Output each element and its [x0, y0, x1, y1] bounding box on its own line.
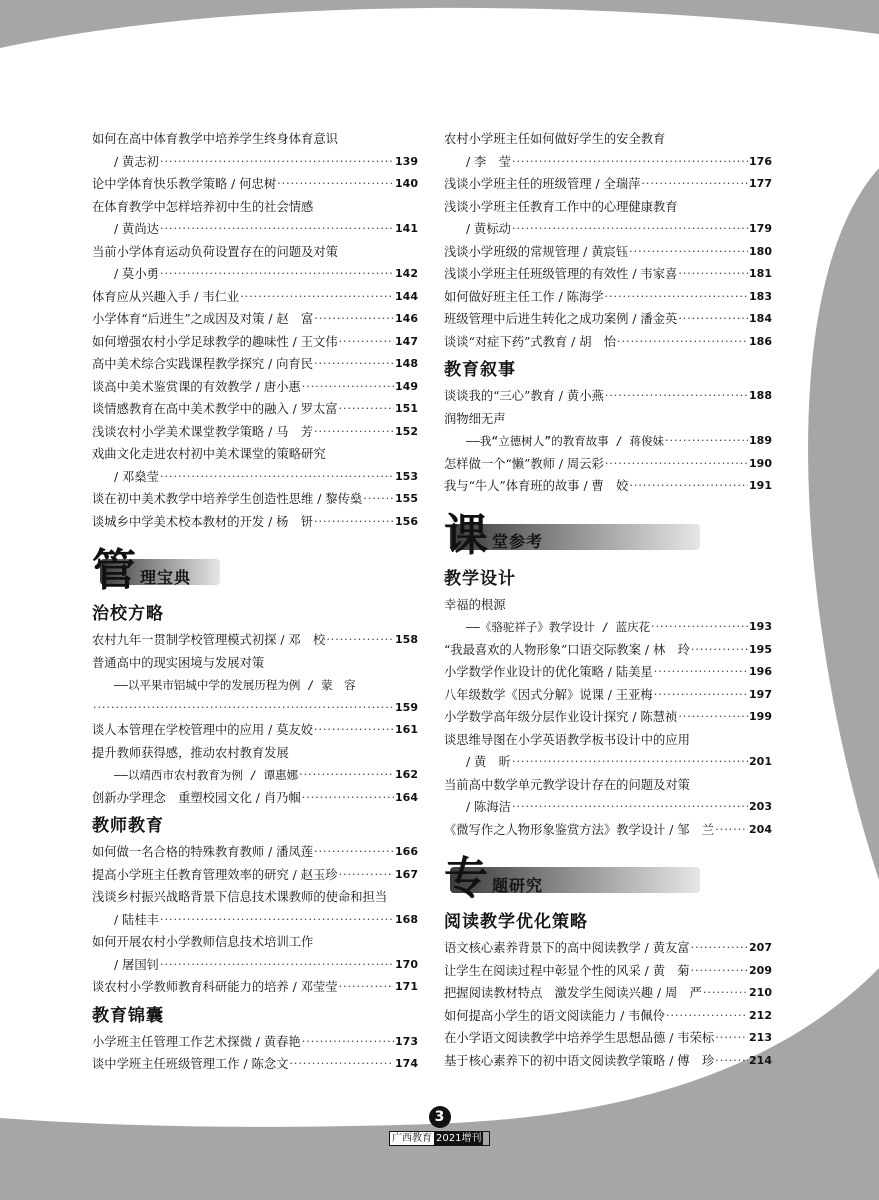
entry-title: 如何做一名合格的特殊教育教师 / 潘凤莲 [92, 845, 314, 859]
toc-entry [444, 385, 772, 408]
category-heading: 治校方略 [92, 604, 164, 624]
category-heading: 教师教育 [92, 816, 164, 836]
dot-leader [605, 286, 749, 309]
entry-title: / 黄尚达 [114, 222, 159, 236]
right-top-entries [444, 128, 772, 353]
toc-entry [444, 241, 772, 264]
entry-title: 农村九年一贯制学校管理模式初探 / 邓 校 [92, 633, 326, 647]
entry-title: 谈谈我的“三心”教育 / 黄小燕 [444, 389, 604, 403]
toc-entry [92, 1053, 418, 1076]
entry-page: 203 [749, 800, 772, 813]
toc-entry [92, 196, 418, 219]
entry-page: 179 [749, 222, 772, 235]
toc-entry [92, 398, 418, 421]
entry-title: 体育应从兴趣入手 / 韦仁业 [92, 289, 240, 304]
dot-leader [605, 453, 748, 476]
dot-leader [629, 475, 748, 498]
entry-page: 159 [395, 700, 418, 714]
entry-page: 153 [395, 469, 418, 483]
dot-leader [665, 430, 748, 453]
dot-leader [314, 353, 394, 376]
dot-leader [160, 151, 394, 174]
entry-title: 如何在高中体育教学中培养学生终身体育意识 [92, 132, 338, 146]
toc-entry [92, 864, 418, 887]
dot-leader [654, 684, 748, 707]
toc-entry [444, 331, 772, 354]
toc-entry [444, 430, 772, 453]
entry-title: 谈人本管理在学校管理中的应用 / 莫友姣 [92, 723, 314, 737]
entry-title: 如何开展农村小学教师信息技术培训工作 [92, 935, 314, 949]
toc-entry [92, 742, 418, 765]
entry-title: / 黄标动 [466, 222, 511, 236]
entry-title: 在体育教学中怎样培养初中生的社会情感 [92, 199, 314, 214]
dot-leader [314, 841, 394, 864]
entry-page: 162 [395, 768, 418, 781]
entry-title: 农村小学班主任如何做好学生的安全教育 [444, 132, 666, 146]
entry-page: 158 [395, 633, 418, 646]
toc-entry [444, 796, 772, 819]
toc-entry [444, 173, 772, 196]
section-header-classroom [444, 510, 772, 562]
entry-title: 把握阅读教材特点 激发学生阅读兴趣 / 周 严 [444, 986, 702, 1000]
entry-page: 171 [395, 980, 418, 993]
toc-entry [92, 488, 418, 511]
dot-leader [629, 241, 748, 264]
entry-title: / 莫小勇 [114, 267, 159, 281]
toc-entry [444, 263, 772, 286]
entry-page: 209 [749, 963, 772, 977]
entry-page: 196 [749, 665, 772, 678]
entry-title: 谈城乡中学美术校本教材的开发 / 杨 钘 [92, 514, 314, 529]
entry-title: / 邓燊莹 [114, 469, 159, 484]
toc-entry [92, 218, 418, 241]
entry-title: 润物细无声 [444, 411, 506, 426]
entry-page: 144 [395, 289, 418, 303]
entry-title: 如何增强农村小学足球教学的趣味性 / 王文伟 [92, 334, 338, 349]
toc-entry [92, 886, 418, 909]
toc-entry [444, 1005, 772, 1028]
entry-title: 谈高中美术鉴赏课的有效教学 / 唐小惠 [92, 379, 301, 394]
entry-page: 146 [395, 312, 418, 325]
category-heading: 教学设计 [444, 568, 516, 589]
section-title: 堂参考 [492, 532, 544, 551]
entry-title: ——以靖西市农村教育为例 / 谭惠娜 [114, 768, 299, 782]
entry-title: 提升教师获得感，推动农村教育发展 [92, 745, 289, 760]
entry-title: 戏曲文化走进农村初中美术课堂的策略研究 [92, 447, 326, 461]
entry-title: 谈在初中美术教学中培养学生创造性思维 / 黎传燊 [92, 492, 363, 506]
entry-page: 141 [395, 222, 418, 235]
dot-leader [326, 629, 394, 652]
dot-leader [651, 616, 748, 639]
entry-page: 140 [395, 177, 418, 190]
entry-page: 188 [749, 389, 772, 402]
section-header-research [444, 853, 772, 905]
entry-page: 180 [749, 244, 772, 258]
toc-entry [92, 1031, 418, 1054]
entry-page: 148 [395, 357, 418, 370]
entry-page: 174 [395, 1057, 418, 1070]
entry-title: 小学数学高年级分层作业设计探究 / 陈慧祯 [444, 710, 678, 724]
toc-entry [92, 241, 418, 264]
entry-title: 小学数学作业设计的优化策略 / 陆美星 [444, 665, 653, 679]
dot-leader [715, 1050, 748, 1073]
magazine-label [389, 1131, 490, 1146]
toc-entry [444, 1027, 772, 1050]
dot-leader [691, 960, 748, 983]
toc-right-column [444, 128, 772, 1072]
right-cat3-entries [444, 937, 772, 1072]
entry-page: 164 [395, 790, 418, 804]
toc-entry [444, 819, 772, 842]
toc-entry [444, 661, 772, 684]
toc-entry [92, 787, 418, 810]
dot-leader [277, 173, 394, 196]
section-title: 理宝典 [140, 567, 192, 587]
entry-title: 创新办学理念 重塑校园文化 / 肖乃帼 [92, 790, 301, 805]
left-cat1-entries [92, 629, 418, 809]
entry-title: 浅谈小学班主任教育工作中的心理健康教育 [444, 199, 678, 214]
section-initial: 管 [92, 545, 136, 596]
toc-left-column [92, 128, 418, 1076]
toc-entry [92, 263, 418, 286]
entry-title: ——以平果市铝城中学的发展历程为例 / 蒙 容 [114, 678, 356, 692]
toc-entry [444, 408, 772, 431]
toc-entry [92, 674, 418, 697]
entry-page: 149 [395, 379, 418, 393]
page-number: 3 [429, 1106, 451, 1128]
entry-page: 204 [749, 822, 772, 836]
right-cat1-entries [444, 385, 772, 498]
dot-leader [339, 864, 394, 887]
dot-leader [339, 398, 394, 421]
entry-title: 在小学语文阅读教学中培养学生思想品德 / 韦荣标 [444, 1031, 715, 1045]
toc-entry [92, 954, 418, 977]
toc-entry [92, 173, 418, 196]
toc-entry [444, 774, 772, 797]
left-cat3-entries [92, 1031, 418, 1076]
entry-title: / 黄志初 [114, 154, 159, 169]
entry-page: 151 [395, 402, 418, 415]
entry-title: 谈农村小学教师教育科研能力的培养 / 邓莹莹 [92, 980, 338, 994]
dot-leader [512, 151, 748, 174]
entry-page: 210 [749, 986, 772, 999]
toc-entry [444, 684, 772, 707]
toc-entry [92, 286, 418, 309]
entry-title: 谈中学班主任班级管理工作 / 陈念文 [92, 1057, 289, 1071]
entry-title: 浅谈小学班主任的班级管理 / 全瑞萍 [444, 177, 641, 191]
toc-entry [92, 421, 418, 444]
entry-title: 《微写作之人物形象鉴赏方法》教学设计 / 邹 兰 [444, 822, 715, 837]
entry-title: 小学体育“后进生”之成因及对策 / 赵 富 [92, 312, 314, 326]
dot-leader [93, 697, 394, 720]
entry-title: 八年级数学《因式分解》说课 / 王亚梅 [444, 687, 653, 702]
entry-page: 190 [749, 456, 772, 470]
entry-title: / 屠国钊 [114, 957, 159, 972]
toc-entry [92, 353, 418, 376]
entry-page: 193 [749, 620, 772, 633]
toc-entry [444, 453, 772, 476]
section-header-management [92, 545, 418, 597]
toc-entry [444, 960, 772, 983]
toc-entry [92, 466, 418, 489]
toc-entry [444, 151, 772, 174]
entry-page: 195 [749, 642, 772, 656]
entry-title: ——我“立德树人”的教育故事 / 蒋俊妹 [466, 434, 664, 448]
entry-page: 186 [749, 334, 772, 348]
category-heading: 教育叙事 [444, 360, 516, 380]
entry-title: / 陈海洁 [466, 800, 511, 814]
dot-leader [160, 909, 394, 932]
entry-page: 181 [749, 267, 772, 280]
dot-leader [314, 308, 394, 331]
entry-title: 谈情感教育在高中美术教学中的融入 / 罗太富 [92, 402, 338, 416]
dot-leader [160, 263, 394, 286]
entry-title: 怎样做一个“懒”教师 / 周云彩 [444, 456, 604, 471]
entry-page: 166 [395, 845, 418, 858]
entry-page: 176 [749, 154, 772, 168]
toc-entry [444, 937, 772, 960]
entry-title: 当前高中数学单元教学设计存在的问题及对策 [444, 777, 690, 792]
toc-entry [444, 729, 772, 752]
entry-title: 浅谈农村小学美术课堂教学策略 / 马 芳 [92, 424, 314, 439]
entry-page: 191 [749, 479, 772, 492]
toc-entry [92, 128, 418, 151]
dot-leader [289, 1053, 394, 1076]
toc-entry [92, 511, 418, 534]
entry-title: 让学生在阅读过程中彰显个性的风采 / 黄 菊 [444, 963, 690, 978]
toc-entry [92, 976, 418, 999]
toc-entry [444, 616, 772, 639]
dot-leader [314, 421, 394, 444]
entry-title: 小学班主任管理工作艺术探微 / 黄春艳 [92, 1034, 301, 1049]
entry-title: 谈思维导图在小学英语教学板书设计中的应用 [444, 732, 690, 747]
toc-entry [92, 909, 418, 932]
entry-page: 167 [395, 867, 418, 881]
entry-page: 168 [395, 912, 418, 926]
entry-title: 幸福的根源 [444, 597, 506, 612]
dot-leader [363, 488, 394, 511]
left-top-entries [92, 128, 418, 533]
category-heading: 教育锦囊 [92, 1005, 164, 1026]
dot-leader [715, 819, 748, 842]
left-cat2-entries [92, 841, 418, 999]
toc-entry [444, 196, 772, 219]
entry-page: 184 [749, 312, 772, 325]
entry-page: 152 [395, 424, 418, 438]
dot-leader [339, 331, 394, 354]
category-heading: 阅读教学优化策略 [444, 912, 588, 932]
toc-entry [92, 443, 418, 466]
entry-page: 173 [395, 1034, 418, 1048]
entry-page: 197 [749, 687, 772, 701]
dot-leader [512, 218, 748, 241]
dot-leader [678, 263, 748, 286]
entry-page: 142 [395, 267, 418, 280]
entry-title: 我与“牛人”体育班的故事 / 曹 姣 [444, 479, 629, 493]
toc-entry [92, 719, 418, 742]
dot-leader [314, 511, 394, 534]
toc-entry [444, 594, 772, 617]
dot-leader [691, 639, 748, 662]
entry-page: 177 [749, 177, 772, 190]
entry-page: 189 [749, 434, 772, 447]
entry-page: 155 [395, 492, 418, 505]
toc-entry [444, 982, 772, 1005]
toc-entry [444, 286, 772, 309]
entry-title: 谈谈“对症下药”式教育 / 胡 怡 [444, 334, 617, 349]
dot-leader [703, 982, 748, 1005]
dot-leader [160, 218, 394, 241]
toc-entry [92, 629, 418, 652]
dot-leader [678, 308, 748, 331]
entry-page: 213 [749, 1031, 772, 1044]
entry-page: 161 [395, 723, 418, 736]
toc-entry [444, 218, 772, 241]
toc-entry [92, 652, 418, 675]
entry-page: 201 [749, 755, 772, 768]
entry-title: 如何做好班主任工作 / 陈海学 [444, 289, 604, 304]
entry-page: 156 [395, 514, 418, 528]
entry-title: 浅谈乡村振兴战略背景下信息技术课教师的使命和担当 [92, 890, 388, 904]
entry-title: 普通高中的现实困境与发展对策 [92, 655, 265, 670]
magazine-name: 广西教育 [392, 1133, 432, 1144]
entry-page: 170 [395, 957, 418, 971]
entry-title: / 陆桂丰 [114, 912, 159, 927]
entry-title: “我最喜欢的人物形象”口语交际教案 / 林 玲 [444, 642, 690, 657]
dot-leader [302, 1031, 394, 1054]
entry-page: 207 [749, 941, 772, 954]
section-title: 题研究 [492, 875, 544, 895]
entry-title: / 黄 昕 [466, 755, 511, 769]
entry-page: 212 [749, 1008, 772, 1022]
entry-page: 214 [749, 1053, 772, 1067]
dot-leader [160, 954, 394, 977]
toc-entry [92, 841, 418, 864]
toc-entry [92, 697, 418, 720]
entry-page: 147 [395, 334, 418, 348]
dot-leader [654, 661, 748, 684]
dot-leader [339, 976, 394, 999]
entry-page: 199 [749, 710, 772, 723]
toc-entry [92, 376, 418, 399]
toc-entry [92, 764, 418, 787]
toc-entry [92, 331, 418, 354]
dot-leader [302, 787, 394, 810]
dot-leader [160, 466, 394, 489]
entry-title: ——《骆驼祥子》教学设计 / 蓝庆花 [466, 620, 651, 634]
entry-title: 语文核心素养背景下的高中阅读教学 / 黄友富 [444, 941, 690, 955]
toc-entry [444, 1050, 772, 1073]
dot-leader [605, 385, 748, 408]
section-initial: 课 [444, 509, 488, 561]
entry-title: 浅谈小学班主任班级管理的有效性 / 韦家喜 [444, 267, 678, 281]
entry-title: 如何提高小学生的语文阅读能力 / 韦佩伶 [444, 1008, 666, 1023]
dot-leader [641, 173, 748, 196]
dot-leader [240, 286, 394, 309]
entry-title: / 李 莹 [466, 154, 511, 169]
entry-title: 高中美术综合实践课程教学探究 / 向育民 [92, 357, 314, 371]
entry-title: 当前小学体育运动负荷设置存在的问题及对策 [92, 244, 338, 259]
entry-title: 班级管理中后进生转化之成功案例 / 潘金英 [444, 312, 678, 326]
entry-title: 提高小学班主任教育管理效率的研究 / 赵玉珍 [92, 867, 338, 882]
dot-leader [302, 376, 394, 399]
dot-leader [314, 719, 394, 742]
entry-page: 139 [395, 154, 418, 168]
section-initial: 专 [444, 853, 488, 904]
toc-entry [92, 931, 418, 954]
entry-title: 论中学体育快乐教学策略 / 何忠树 [92, 177, 277, 191]
magazine-issue: 2021增刊 [436, 1133, 482, 1144]
toc-entry [444, 128, 772, 151]
page-footer [389, 1106, 490, 1146]
right-cat2-entries [444, 594, 772, 842]
toc-entry [444, 639, 772, 662]
toc-entry [444, 475, 772, 498]
dot-leader [299, 764, 394, 787]
entry-page: 183 [749, 289, 772, 303]
dot-leader [678, 706, 748, 729]
dot-leader [691, 937, 748, 960]
toc-entry [444, 751, 772, 774]
dot-leader [617, 331, 748, 354]
toc-entry [92, 308, 418, 331]
dot-leader [512, 796, 748, 819]
entry-title: 基于核心素养下的初中语文阅读教学策略 / 傅 珍 [444, 1053, 715, 1068]
dot-leader [512, 751, 748, 774]
entry-title: 浅谈小学班级的常规管理 / 黄宸钰 [444, 244, 629, 259]
dot-leader [666, 1005, 748, 1028]
dot-leader [715, 1027, 748, 1050]
toc-entry [444, 308, 772, 331]
toc-entry [444, 706, 772, 729]
toc-entry [92, 151, 418, 174]
